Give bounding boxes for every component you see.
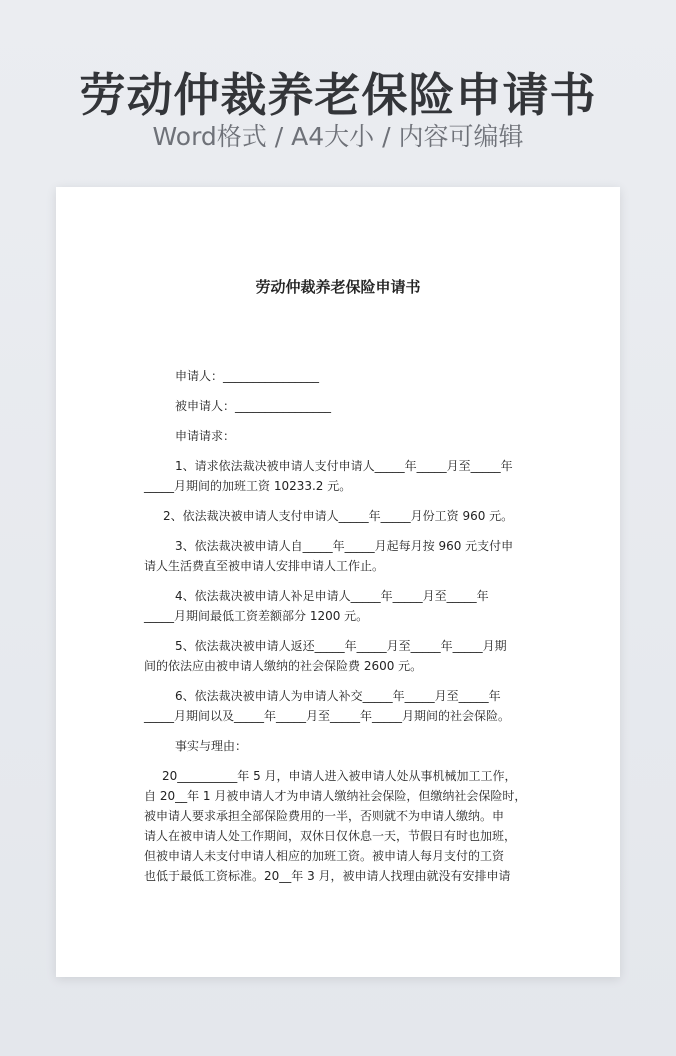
facts-line: 20__________年 5 月，申请人进入被申请人处从事机械加工工作， — [162, 769, 517, 783]
request-item-1 — [144, 456, 534, 496]
document-title: 劳动仲裁养老保险申请书 — [255, 278, 421, 296]
document-body — [144, 366, 534, 886]
banner-subtitle: Word格式 / A4大小 / 内容可编辑 — [152, 122, 524, 151]
request-item-3-line-1: 3、依法裁决被申请人自_____年_____月起每月按 960 元支付申 — [175, 539, 514, 553]
facts-line: 自 20__年 1 月被申请人才为申请人缴纳社会保险，但缴纳社会保险时， — [144, 789, 527, 803]
applicant-line: 申请人：________________ — [175, 369, 320, 383]
facts-heading: 事实与理由： — [175, 739, 248, 753]
request-item-6-line-1: 6、依法裁决被申请人为申请人补交_____年_____月至_____年 — [175, 689, 501, 703]
request-item-6-line-2: _____月期间以及_____年_____月至_____年_____月期间的社会保险。 — [144, 709, 511, 723]
request-item-5-line-2: 间的依法应由被申请人缴纳的社会保险费 2600 元。 — [144, 659, 423, 673]
request-item-4 — [144, 586, 534, 626]
requests-heading: 申请请求： — [175, 429, 236, 443]
respondent-line: 被申请人：________________ — [175, 399, 332, 413]
banner-title: 劳动仲裁养老保险申请书 — [79, 68, 597, 122]
request-item-2 — [144, 506, 534, 526]
facts-line: 请人在被申请人处工作期间，双休日仅休息一天，节假日有时也加班， — [144, 829, 517, 843]
request-item-2-line-1: 2、依法裁决被申请人支付申请人_____年_____月份工资 960 元。 — [163, 509, 514, 523]
facts-line: 也低于最低工资标准。20__年 3 月，被申请人找理由就没有安排申请 — [144, 869, 511, 883]
request-item-3 — [144, 536, 534, 576]
request-item-6 — [144, 686, 534, 726]
facts-line: 但被申请人未支付申请人相应的加班工资。被申请人每月支付的工资 — [144, 849, 505, 863]
request-item-4-line-2: _____月期间最低工资差额部分 1200 元。 — [144, 609, 369, 623]
request-item-1-line-1: 1、请求依法裁决被申请人支付申请人_____年_____月至_____年 — [175, 459, 513, 473]
request-item-5 — [144, 636, 534, 676]
request-item-1-line-2: _____月期间的加班工资 10233.2 元。 — [144, 479, 352, 493]
request-item-3-line-2: 请人生活费直至被申请人安排申请人工作止。 — [144, 559, 385, 573]
facts-line: 被申请人要求承担全部保险费用的一半，否则就不为申请人缴纳。申 — [144, 809, 505, 823]
facts-paragraph — [144, 766, 534, 886]
request-item-5-line-1: 5、依法裁决被申请人返还_____年_____月至_____年_____月期 — [175, 639, 507, 653]
request-item-4-line-1: 4、依法裁决被申请人补足申请人_____年_____月至_____年 — [175, 589, 489, 603]
